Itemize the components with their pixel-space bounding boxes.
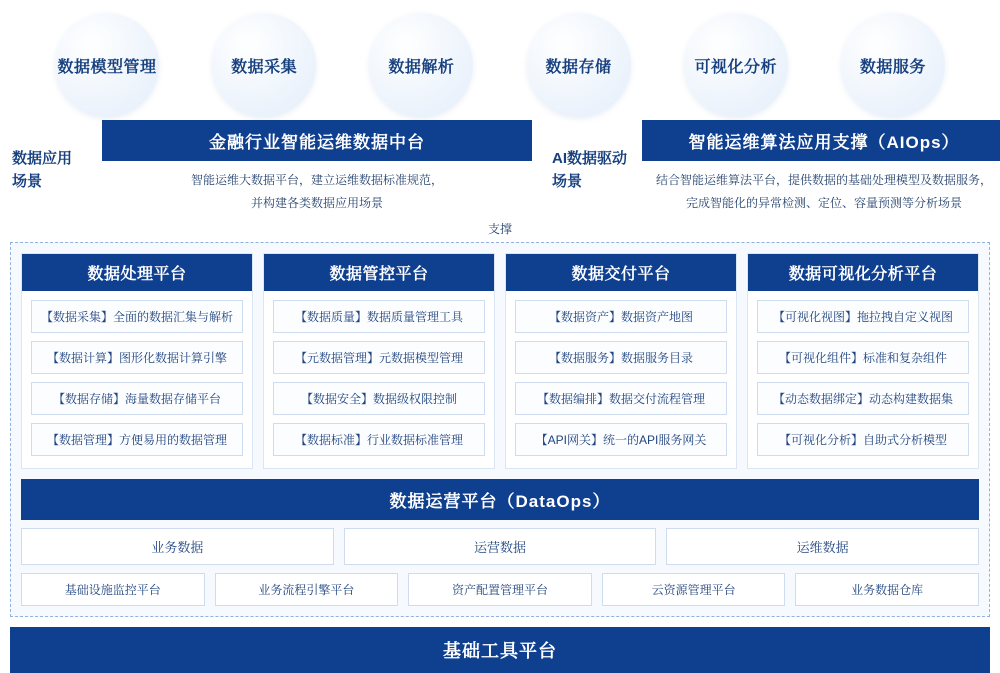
bubble-visual-analysis: [684, 13, 788, 117]
column-items: [22, 291, 252, 468]
list-item: 【元数据管理】元数据模型管理: [273, 341, 485, 374]
dataops-cell-infrastructure-monitoring: 基础设施监控平台: [21, 573, 205, 606]
scenario-left-label-line2: 场景: [12, 173, 43, 190]
list-item: 【可视化分析】自助式分析模型: [757, 423, 969, 456]
column-data-governance-platform: [263, 253, 495, 469]
dataops-cell-ops-data: 运维数据: [666, 528, 979, 565]
bubble-label: 数据服务: [859, 58, 926, 76]
scenario-right-title: 智能运维算法应用支撑（AIOps）: [642, 120, 1000, 161]
bubble-data-parsing: [369, 13, 473, 117]
dataops-cell-cloud-resource: 云资源管理平台: [602, 573, 786, 606]
list-item: 【数据安全】数据级权限控制: [273, 382, 485, 415]
scenario-left-desc-line2: 并构建各类数据应用场景: [250, 195, 383, 210]
dataops-cell-operation-data: 运营数据: [344, 528, 657, 565]
bubble-data-storage: [527, 13, 631, 117]
dataops-title: 数据运营平台（DataOps）: [21, 479, 979, 520]
column-data-visualization-platform: [747, 253, 979, 469]
column-title: 数据管控平台: [264, 254, 494, 291]
column-data-delivery-platform: [505, 253, 737, 469]
scenario-right-desc-line2: 完成智能化的异常检测、定位、容量预测等分析场景: [686, 195, 963, 210]
list-item: 【可视化视图】拖拉拽自定义视图: [757, 300, 969, 333]
scenario-left-body: [102, 120, 532, 220]
capability-bubbles: [0, 0, 1000, 120]
column-items: [748, 291, 978, 468]
column-title: 数据处理平台: [22, 254, 252, 291]
scenario-right-label-line1: AI数据驱动: [552, 149, 628, 167]
scenario-left-title: 金融行业智能运维数据中台: [102, 120, 532, 161]
list-item: 【数据管理】方便易用的数据管理: [31, 423, 243, 456]
bubble-label: 数据模型管理: [57, 58, 157, 76]
bubble-label: 数据采集: [231, 58, 298, 76]
scenario-left-desc-line1: 智能运维大数据平台，建立运维数据标准规范，: [190, 173, 443, 187]
dataops-cell-business-process-engine: 业务流程引擎平台: [215, 573, 399, 606]
list-item: 【数据采集】全面的数据汇集与解析: [31, 300, 243, 333]
column-items: [264, 291, 494, 468]
list-item: 【数据计算】图形化数据计算引擎: [31, 341, 243, 374]
dataops-cell-business-warehouse: 业务数据仓库: [795, 573, 979, 606]
bubble-label: 数据解析: [388, 58, 455, 76]
dataops-cell-business-data: 业务数据: [21, 528, 334, 565]
list-item: 【API网关】统一的API服务网关: [515, 423, 727, 456]
scenario-right-body: [642, 120, 1000, 220]
list-item: 【数据资产】数据资产地图: [515, 300, 727, 333]
scenario-right-label-line2: 场景: [552, 173, 583, 190]
list-item: 【数据服务】数据服务目录: [515, 341, 727, 374]
scenario-right-desc-line1: 结合智能运维算法平台，提供数据的基础处理模型及数据服务，: [656, 173, 993, 187]
bubble-data-collection: [212, 13, 316, 117]
base-tool-platform-bar: 基础工具平台: [10, 627, 990, 673]
scenario-left-label-line1: 数据应用: [12, 149, 73, 167]
column-items: [506, 291, 736, 468]
column-data-processing-platform: [21, 253, 253, 469]
list-item: 【数据存储】海量数据存储平台: [31, 382, 243, 415]
scenario-ai-data-driven: [550, 120, 1000, 220]
scenario-left-label: [10, 120, 102, 220]
list-item: 【数据标准】行业数据标准管理: [273, 423, 485, 456]
dataops-platform-row: [21, 573, 979, 606]
bubble-label: 数据存储: [545, 58, 612, 76]
support-label: 支撑: [487, 222, 512, 236]
dataops-cell-asset-configuration: 资产配置管理平台: [408, 573, 592, 606]
platform-columns: [21, 253, 979, 469]
bubble-data-service: [841, 13, 945, 117]
list-item: 【动态数据绑定】动态构建数据集: [757, 382, 969, 415]
scenario-right-label: [550, 120, 642, 220]
scenario-data-application: [10, 120, 532, 220]
platform-container: [10, 242, 990, 617]
scenario-left-description: [102, 161, 532, 215]
dataops-data-row: [21, 528, 979, 565]
column-title: 数据交付平台: [506, 254, 736, 291]
support-connector: [0, 220, 1000, 242]
list-item: 【可视化组件】标准和复杂组件: [757, 341, 969, 374]
scenario-band: [0, 120, 1000, 220]
list-item: 【数据质量】数据质量管理工具: [273, 300, 485, 333]
bubble-label: 可视化分析: [694, 58, 777, 76]
list-item: 【数据编排】数据交付流程管理: [515, 382, 727, 415]
column-title: 数据可视化分析平台: [748, 254, 978, 291]
scenario-right-description: [642, 161, 1000, 215]
bubble-data-model-management: [55, 13, 159, 117]
